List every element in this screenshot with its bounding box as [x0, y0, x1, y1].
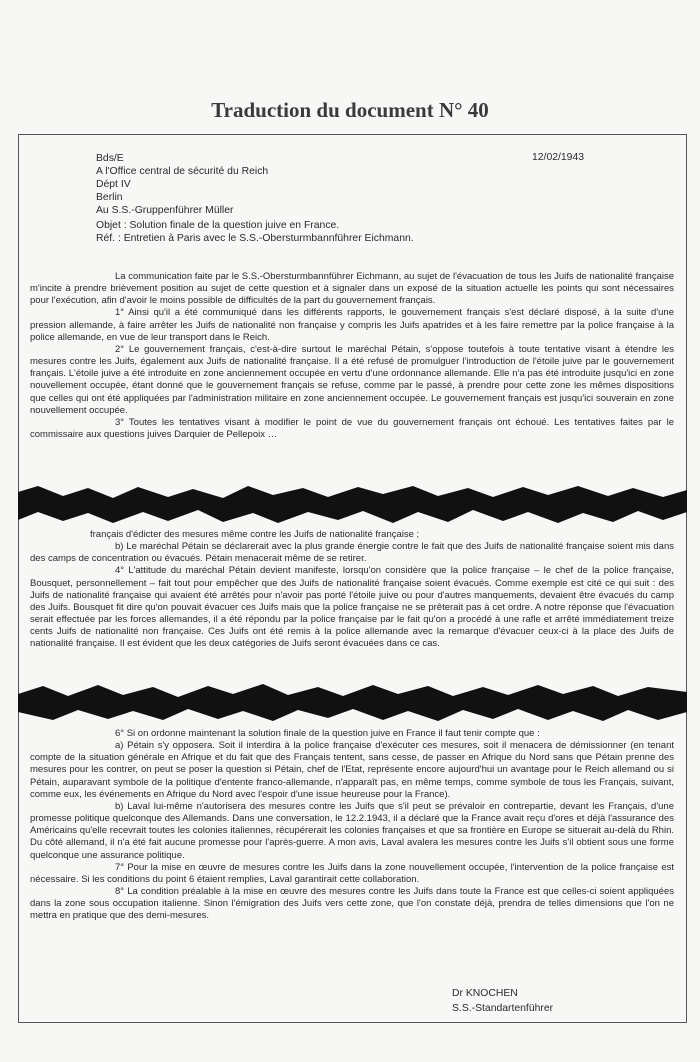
paragraph: a) Pétain s'y opposera. Soit il interdira à la police française d'exécuter ces mesures, soit il menacera de démissionner (en tenant compte de la situation générale en Afrique et du fait que des Français tentent, sans cesse, de passer en Afrique du Nord sans que Pétain prenne des mesures pour les contrer, on peut se poser la question si Pétain, chef de l'Etat, représente encore aujourd'hui un avantage pour le Reich allemand ou si Pétain, auparavant symbole de la politique d'entente franco-allemande, n'apparaît pas, en même temps, comme symbole de tous les Français, suivant, comme eux, les événements en Afrique du Nord avec l'espoir d'une issue heureuse pour la France).	[30, 740, 674, 800]
header-reference: Réf. : Entretien à Paris avec le S.S.-Obersturmbannführer Eichmann.	[96, 233, 414, 244]
paragraph: 2° Le gouvernement français, c'est-à-dire surtout le maréchal Pétain, s'oppose toutefois à toute tentative visant à étendre les mesures contre les Juifs, également aux Juifs de nationalité française. Il a été refusé de promulguer l'introduction de l'étoile juive par le gouvernement français. L'étoile juive a été introduite en zone anciennement occupée en vertu d'une ordonnance allemande. Elle n'a pas été introduite jusqu'ici en zone nouvellement occupée, étant donné que le gouvernement français se refuse, comme par le passé, à prendre pour cette zone les mêmes dispositions que celles qui ont été appliquées par l'administration militaire en zone anciennement occupée. Le gouvernement français est jusqu'ici souverain en zone nouvellement occupée.	[30, 343, 674, 416]
signature-rank: S.S.-Standartenführer	[452, 1002, 554, 1014]
header-city: Berlin	[96, 192, 123, 203]
paragraph: 7° Pour la mise en œuvre de mesures contre les Juifs dans la zone nouvellement occupée, l'intervention de la police française est nécessaire. Si les conditions du point 6 étaient remplies, Laval garantirait cette collaboration.	[30, 861, 674, 885]
section-3	[30, 728, 674, 923]
paragraph: 3° Toutes les tentatives visant à modifier le point de vue du gouvernement français ont échoué. Les tentatives faites par le commissaire aux questions juives Darquier de Pellepoix …	[30, 416, 674, 441]
header-department: Dépt IV	[96, 179, 131, 190]
letter-header	[96, 152, 414, 245]
paragraph: 6° Si on ordonne maintenant la solution finale de la question juive en France il faut tenir compte que :	[115, 728, 540, 739]
signature-block	[452, 987, 553, 1016]
header-subject: Objet : Solution finale de la question juive en France.	[96, 220, 340, 231]
paragraph: 8° La condition préalable à la mise en œuvre des mesures contre les Juifs dans toute la France est que celles-ci soient appliquées dans la zone sous occupation italienne. Sinon l'émigration des Juifs vers cette zone, que l'on constate déjà, prendra de telles dimensions que l'on ne mettra en pratique que des demi-mesures.	[30, 886, 674, 922]
paragraph: b) Laval lui-même n'autorisera des mesures contre les Juifs que s'il peut se prévaloir en contrepartie, devant les Français, d'une promesse politique quelconque des Allemands. Dans une conversation, le 12.2.1943, il a déclaré que la France avait reçu d'ores et déjà l'assurance des Américains qu'elle recevrait toutes les colonies italiennes, récupérerait les colonies françaises et que sa frontière en Europe se situerait au-delà du Rhin. Du côté allemand, il n'a été fait aucune promesse pour l'après-guerre. A mon avis, Laval avalera les mesures contre les Juifs s'il obtient sous une forme quelconque une assurance politique.	[30, 800, 674, 861]
header-date: 12/02/1943	[532, 152, 585, 163]
section-2	[30, 529, 674, 651]
header-attention: Au S.S.-Gruppenführer Müller	[96, 205, 234, 216]
torn-page-gap-2	[18, 680, 687, 728]
paragraph: 1° Ainsi qu'il a été communiqué dans les différents rapports, le gouvernement français s'est déclaré disposé, à la suite d'une pression allemande, à faire arrêter les Juifs de nationalité non française y compris les Juifs apatrides et à les faire remettre par la police française à la police allemande, en vue de leur transport dans le Reich.	[30, 307, 674, 343]
torn-page-gap-1	[18, 482, 687, 530]
paragraph: La communication faite par le S.S.-Obersturmbannführer Eichmann, au sujet de l'évacuation de tous les Juifs de nationalité française m'incite à prendre brièvement position au sujet de cette question et à signaler dans un exposé de la situation actuelle les points qui sont nécessaires pour l'exécution, afin d'avoir le moins possible de difficultés de la part du gouvernement français.	[30, 271, 674, 307]
header-recipient: A l'Office central de sécurité du Reich	[96, 166, 269, 177]
section-1	[30, 271, 674, 441]
signature-name: Dr KNOCHEN	[452, 988, 518, 999]
paragraph: français d'édicter des mesures même contre les Juifs de nationalité française ;	[90, 529, 420, 540]
paragraph: 4° L'attitude du maréchal Pétain devient manifeste, lorsqu'on considère que la police française – le chef de la police française, Bousquet, personnellement – fait tout pour empêcher que des Juifs de nationalité française soient évacués. Comme exemple est cité ce qui suit : des Juifs de nationalité française qui avaient été arrêtés pour n'avoir pas porté l'étoile juive ou pour d'autres manquements, devaient être évacués du camp des Juifs. Bousquet fit dire qu'on pouvait évacuer ces Juifs mais que la police française ne se prêterait pas à cet ordre. A notre réponse que l'évacuation serait effectuée par les forces allemandes, il a été répondu par la police française par le fait qu'on a procédé à une rafle et arrêté immédiatement treize cents Juifs de nationalité non française. Ces Juifs ont été remis à la police allemande avec la remarque d'évacuer ceux-ci à la place des Juifs de nationalité française. Il est évident que les deux catégories de Juifs seront évacuées dans ce cas.	[30, 565, 674, 650]
paragraph: b) Le maréchal Pétain se déclarerait avec la plus grande énergie contre le fait que des Juifs de nationalité française soient mis dans des camps de concentration ou évacués. Pétain menacerait même de se retirer.	[30, 541, 674, 565]
header-ref: Bds/E	[96, 153, 124, 164]
document-title: Traduction du document N° 40	[211, 98, 489, 122]
